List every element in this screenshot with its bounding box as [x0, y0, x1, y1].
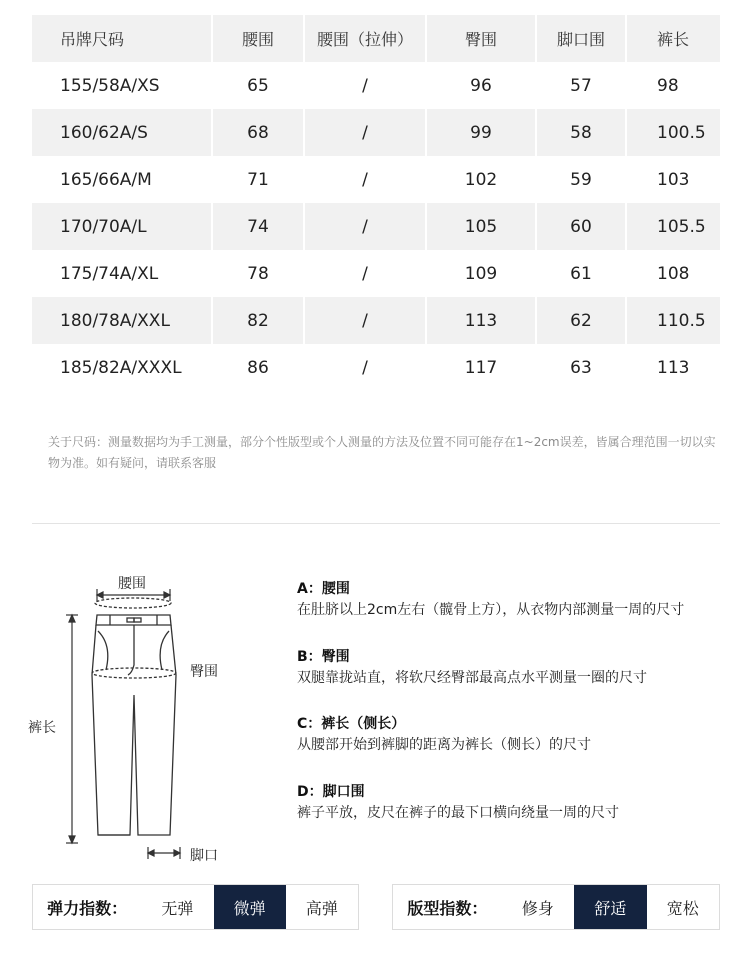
table-cell: 78	[212, 250, 304, 297]
table-row	[32, 297, 720, 344]
column-header: 吊牌尺码	[32, 15, 212, 62]
elasticity-label: 弹力指数：	[47, 898, 128, 918]
table-header-row	[32, 15, 720, 62]
table-cell: /	[304, 156, 426, 203]
table-cell: 86	[212, 344, 304, 391]
table-cell: 71	[212, 156, 304, 203]
table-cell: /	[304, 344, 426, 391]
table-cell: 100.5	[626, 109, 720, 156]
table-cell: 62	[536, 297, 626, 344]
elasticity-option-high[interactable]: 高弹	[305, 898, 338, 918]
measurement-body: 从腰部开始到裤脚的距离为裤长（侧长）的尺寸	[297, 737, 591, 753]
table-cell: 108	[657, 263, 690, 284]
measurement-c	[297, 714, 727, 756]
table-cell: 63	[536, 344, 626, 391]
measurement-body: 在肚脐以上2cm左右（髋骨上方），从衣物内部测量一周的尺寸	[297, 602, 685, 618]
length-label: 裤长	[28, 720, 56, 736]
measurement-title: B：臀围	[297, 649, 350, 665]
fit-option-comfort[interactable]: 舒适	[574, 885, 646, 929]
fit-index-bar	[392, 884, 720, 930]
table-cell: 113	[657, 357, 690, 378]
measurement-b	[297, 647, 727, 689]
table-cell: 170/70A/L	[32, 203, 212, 250]
table-cell: /	[304, 250, 426, 297]
table-cell: 109	[426, 250, 536, 297]
table-cell: 65	[212, 62, 304, 109]
table-cell: 105.5	[626, 203, 720, 250]
table-row	[32, 156, 720, 203]
table-cell: 155/58A/XS	[32, 62, 212, 109]
table-row	[32, 344, 720, 391]
table-cell: 96	[426, 62, 536, 109]
size-note: 关于尺码：测量数据均为手工测量，部分个性版型或个人测量的方法及位置不同可能存在1~2cm误差，皆属合理范围一切以实物为准。如有疑问，请联系客服	[48, 435, 716, 470]
measurement-body: 裤子平放，皮尺在裤子的最下口横向绕量一周的尺寸	[297, 805, 619, 821]
table-cell: /	[304, 203, 426, 250]
pants-diagram	[20, 565, 260, 865]
table-cell: 175/74A/XL	[32, 250, 212, 297]
fit-option-loose[interactable]: 宽松	[666, 898, 699, 918]
table-cell: 165/66A/M	[32, 156, 212, 203]
table-row	[32, 250, 720, 297]
table-cell: 180/78A/XXL	[32, 297, 212, 344]
table-cell: 68	[212, 109, 304, 156]
table-cell: 61	[536, 250, 626, 297]
elasticity-index-bar	[32, 884, 359, 930]
elasticity-option-none[interactable]: 无弹	[161, 898, 194, 918]
table-cell: 74	[212, 203, 304, 250]
table-cell: 60	[536, 203, 626, 250]
table-cell: 110.5	[626, 297, 720, 344]
table-cell: 98	[657, 75, 679, 96]
column-header: 脚口围	[536, 15, 626, 62]
elasticity-option-slight[interactable]: 微弹	[214, 885, 286, 929]
measurement-title: C：裤长（侧长）	[297, 716, 406, 732]
waist-label: 腰围	[118, 576, 146, 592]
table-row	[32, 62, 720, 109]
measurement-title: A：腰围	[297, 581, 350, 597]
hem-label: 脚口	[190, 848, 218, 864]
table-row	[32, 109, 720, 156]
fit-option-slim[interactable]: 修身	[521, 898, 554, 918]
column-header: 腰围	[212, 15, 304, 62]
table-cell: /	[304, 297, 426, 344]
table-cell: 113	[426, 297, 536, 344]
table-cell: 185/82A/XXXL	[32, 344, 212, 391]
section-divider	[32, 523, 720, 524]
measurement-title: D：脚口围	[297, 784, 365, 800]
hip-label: 臀围	[190, 664, 218, 680]
table-cell: 58	[536, 109, 626, 156]
table-cell: 103	[657, 169, 690, 190]
measurement-d	[297, 782, 727, 824]
table-cell: 59	[536, 156, 626, 203]
column-header: 裤长	[626, 15, 720, 62]
table-cell: /	[304, 109, 426, 156]
table-cell: 82	[212, 297, 304, 344]
table-cell: 99	[426, 109, 536, 156]
measurement-body: 双腿靠拢站直，将软尺经臀部最高点水平测量一圈的尺寸	[297, 670, 647, 686]
pants-illustration	[20, 565, 260, 865]
table-row	[32, 203, 720, 250]
table-cell: 105	[426, 203, 536, 250]
table-cell: 160/62A/S	[32, 109, 212, 156]
column-header: 臀围	[426, 15, 536, 62]
table-cell: 57	[536, 62, 626, 109]
table-cell: 117	[426, 344, 536, 391]
size-chart-table	[32, 15, 720, 391]
table-cell: 102	[426, 156, 536, 203]
fit-label: 版型指数：	[407, 898, 488, 918]
measurement-a	[297, 579, 727, 621]
table-cell: /	[304, 62, 426, 109]
column-header: 腰围（拉伸）	[304, 15, 426, 62]
